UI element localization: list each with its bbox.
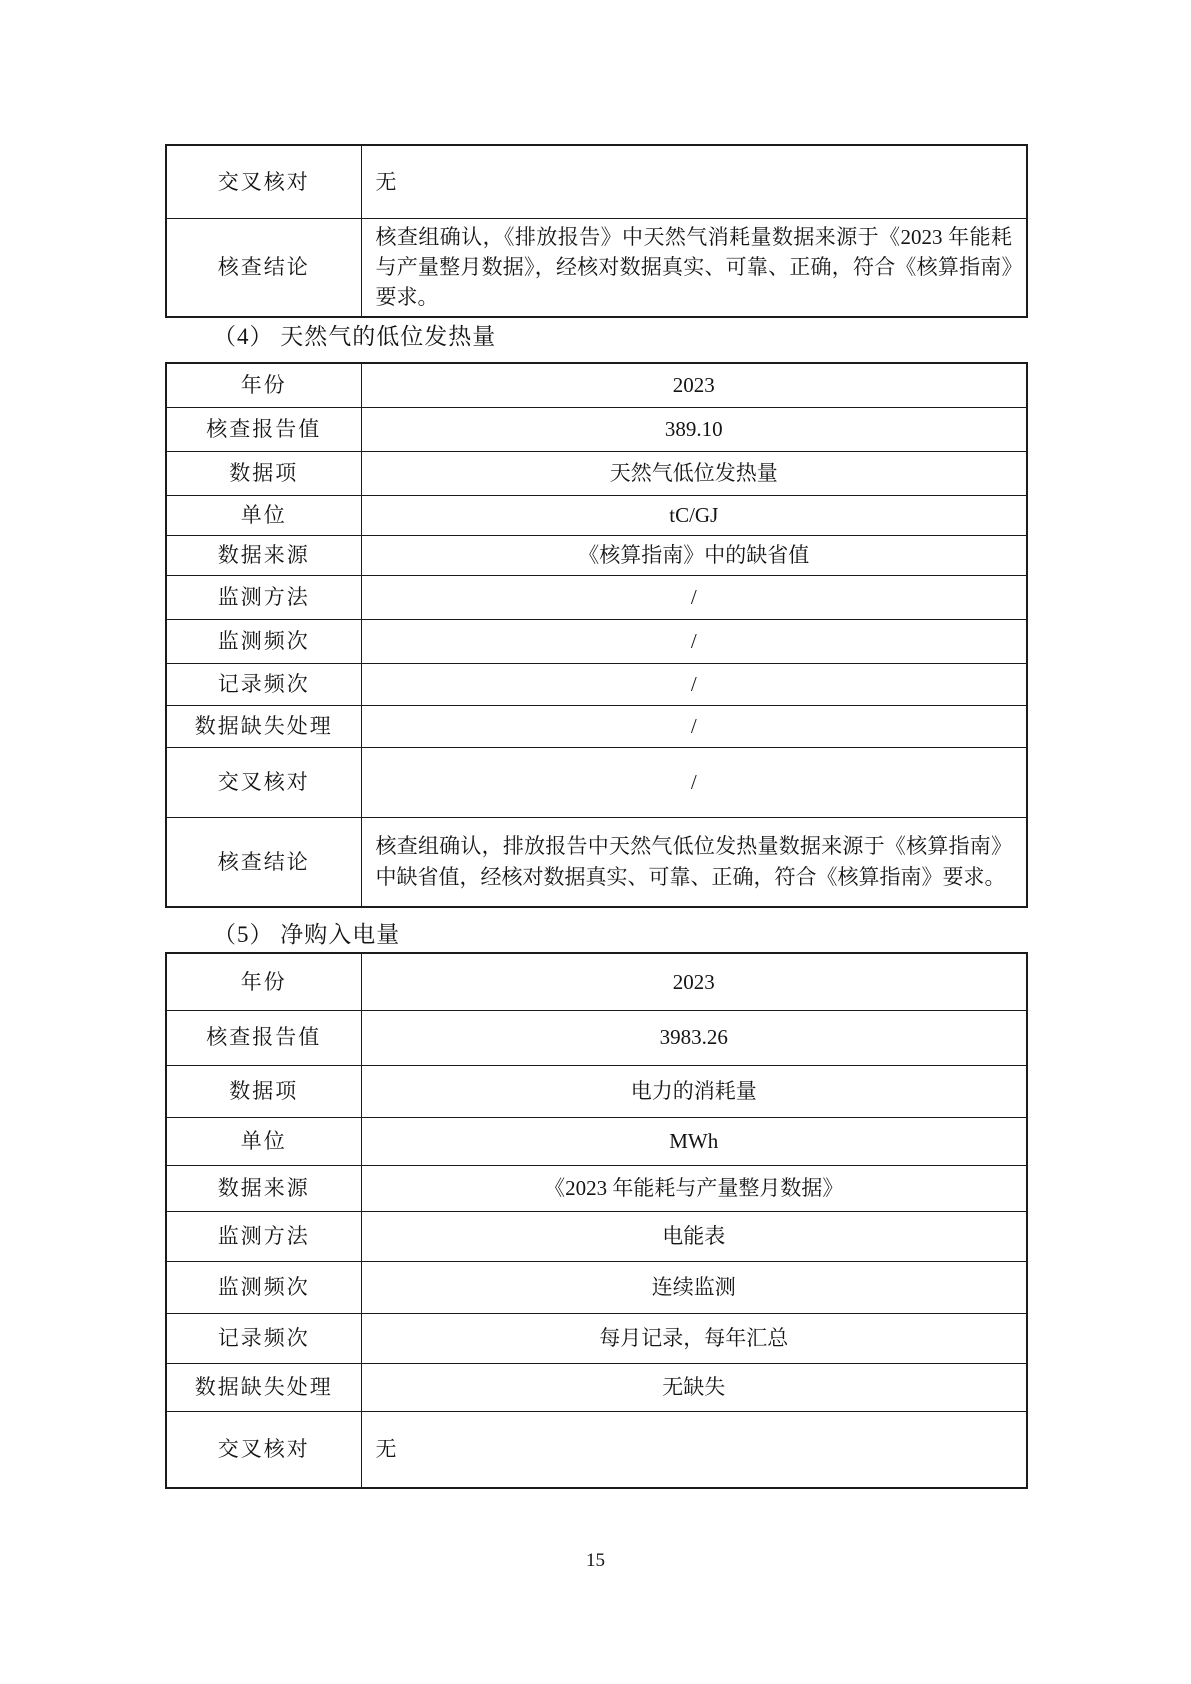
row-label-cell — [166, 705, 361, 747]
row-value: 2023 — [672, 373, 715, 398]
row-label-cell — [166, 495, 361, 535]
row-label: 记录频次 — [217, 1325, 310, 1350]
row-value: 电能表 — [662, 1223, 726, 1248]
row-value: 《核算指南》中的缺省值 — [578, 542, 810, 567]
row-value-cell — [361, 1411, 1027, 1488]
row-value-cell — [361, 1065, 1027, 1117]
table-row — [166, 407, 1027, 451]
table-row — [166, 1261, 1027, 1313]
row-label-cell — [166, 1363, 361, 1411]
table-row — [166, 535, 1027, 575]
row-label: 记录频次 — [217, 671, 310, 696]
row-value-cell — [361, 535, 1027, 575]
row-value-cell — [361, 495, 1027, 535]
row-value: 天然气低位发热量 — [609, 460, 778, 485]
row-value-cell — [361, 663, 1027, 705]
row-value-cell — [361, 1211, 1027, 1261]
row-label: 核查报告值 — [206, 1025, 322, 1050]
row-label-cell — [166, 747, 361, 817]
row-value-cell — [361, 1165, 1027, 1211]
row-value-cell — [361, 451, 1027, 495]
table-row — [166, 363, 1027, 407]
row-label: 单位 — [240, 502, 287, 527]
table-row — [166, 705, 1027, 747]
row-label: 核查结论 — [217, 254, 310, 279]
row-label: 监测方法 — [217, 1223, 310, 1248]
table-row — [166, 451, 1027, 495]
row-label-cell — [166, 1117, 361, 1165]
row-label-cell — [166, 407, 361, 451]
section4-table — [165, 362, 1028, 908]
row-label: 监测方法 — [217, 584, 310, 609]
table-row — [166, 1165, 1027, 1211]
row-label-cell — [166, 218, 361, 317]
table-row — [166, 1117, 1027, 1165]
row-value-cell — [361, 1117, 1027, 1165]
row-label: 交叉核对 — [217, 769, 310, 794]
row-value: 核查组确认，《排放报告》中天然气消耗量数据来源于《2023 年能耗与产量整月数据》，经核对数据真实、可靠、正确，符合《核算指南》要求。 — [375, 224, 1012, 310]
row-value-cell — [361, 953, 1027, 1010]
row-value-cell — [361, 817, 1027, 907]
row-value: 无缺失 — [662, 1374, 726, 1399]
row-label-cell — [166, 1010, 361, 1065]
table-row — [166, 619, 1027, 663]
row-label-cell — [166, 1313, 361, 1363]
row-label-cell — [166, 535, 361, 575]
row-label-cell — [166, 145, 361, 218]
row-value: 2023 — [672, 969, 715, 994]
table-row — [166, 1010, 1027, 1065]
table-row — [166, 575, 1027, 619]
row-label-cell — [166, 363, 361, 407]
row-value: 《2023 年能耗与产量整月数据》 — [544, 1175, 844, 1200]
row-label-cell — [166, 619, 361, 663]
section4-heading: （4） 天然气的低位发热量 — [213, 324, 497, 349]
row-value-cell — [361, 1261, 1027, 1313]
row-label: 数据项 — [229, 1078, 299, 1103]
table-row — [166, 1211, 1027, 1261]
table-row — [166, 953, 1027, 1010]
row-label-cell — [166, 1165, 361, 1211]
row-value: 连续监测 — [651, 1274, 736, 1299]
row-value-cell — [361, 1010, 1027, 1065]
row-label-cell — [166, 1411, 361, 1488]
row-label-cell — [166, 1065, 361, 1117]
row-value: / — [690, 628, 697, 653]
row-value-cell — [361, 1313, 1027, 1363]
section5-heading: （5） 净购入电量 — [213, 922, 401, 947]
row-label: 数据项 — [229, 460, 299, 485]
row-value: MWh — [669, 1128, 719, 1153]
row-value-cell — [361, 363, 1027, 407]
row-value: / — [690, 584, 697, 609]
row-label: 交叉核对 — [217, 169, 310, 194]
row-value-cell — [361, 218, 1027, 317]
table-row — [166, 1363, 1027, 1411]
row-label: 年份 — [240, 373, 287, 398]
row-value-cell — [361, 575, 1027, 619]
table-row — [166, 747, 1027, 817]
table-row — [166, 495, 1027, 535]
row-value: 389.10 — [664, 416, 723, 441]
table-row — [166, 1065, 1027, 1117]
row-value: 无 — [375, 1437, 397, 1462]
row-label: 核查报告值 — [206, 416, 322, 441]
row-value-cell — [361, 407, 1027, 451]
row-label: 数据来源 — [217, 1175, 310, 1200]
row-label: 数据来源 — [217, 542, 310, 567]
row-value-cell — [361, 1363, 1027, 1411]
row-value: 3983.26 — [659, 1025, 728, 1050]
row-label-cell — [166, 451, 361, 495]
row-label: 核查结论 — [217, 849, 310, 874]
table-row — [166, 145, 1027, 218]
row-value-cell — [361, 705, 1027, 747]
row-label-cell — [166, 575, 361, 619]
table-row — [166, 1411, 1027, 1488]
table-row — [166, 1313, 1027, 1363]
row-value: / — [690, 769, 697, 794]
row-value: / — [690, 713, 697, 738]
row-value: 每月记录，每年汇总 — [599, 1325, 789, 1350]
row-label-cell — [166, 953, 361, 1010]
row-value: 核查组确认，排放报告中天然气低位发热量数据来源于《核算指南》中缺省值，经核对数据真实、可靠、正确，符合《核算指南》要求。 — [375, 834, 1012, 889]
row-value: 电力的消耗量 — [630, 1078, 757, 1103]
row-value-cell — [361, 145, 1027, 218]
cross-check-table-continued — [165, 144, 1028, 318]
row-value-cell — [361, 619, 1027, 663]
table-row — [166, 218, 1027, 317]
page-number: 15 — [586, 1550, 605, 1571]
row-label-cell — [166, 1211, 361, 1261]
row-label: 年份 — [240, 969, 287, 994]
table-row — [166, 817, 1027, 907]
row-value-cell — [361, 747, 1027, 817]
table-row — [166, 663, 1027, 705]
row-value: tC/GJ — [669, 502, 719, 527]
row-value: / — [690, 671, 697, 696]
row-label: 单位 — [240, 1128, 287, 1153]
row-label-cell — [166, 1261, 361, 1313]
row-label: 数据缺失处理 — [194, 1374, 333, 1399]
row-label-cell — [166, 817, 361, 907]
section5-table — [165, 952, 1028, 1489]
row-label-cell — [166, 663, 361, 705]
row-label: 监测频次 — [217, 628, 310, 653]
row-label: 交叉核对 — [217, 1437, 310, 1462]
row-value: 无 — [375, 169, 397, 194]
row-label: 数据缺失处理 — [194, 713, 333, 738]
row-label: 监测频次 — [217, 1274, 310, 1299]
